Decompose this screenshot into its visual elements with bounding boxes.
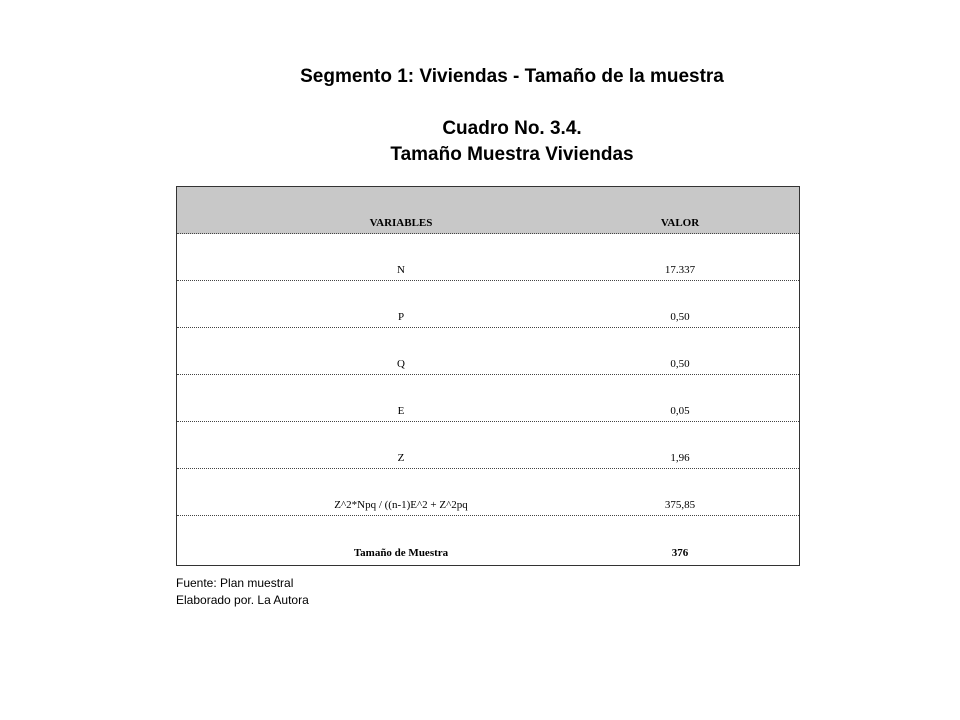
table-header-row [177,187,799,234]
value-cell: 1,96 [670,452,690,464]
table-row [177,375,799,422]
value-cell: 0,50 [670,311,690,323]
value-cell: 375,85 [664,499,696,511]
variable-cell: P [397,311,405,323]
variable-cell: E [397,405,405,417]
total-value-cell: 376 [671,547,689,559]
value-cell: 17.337 [664,264,696,276]
total-label-cell: Tamaño de Muestra [353,547,449,559]
formula-cell: Z^2*Npq / ((n-1)E^2 + Z^2pq [334,499,468,511]
cuadro-number: Cuadro No. 3.4. [442,118,582,139]
author-note: Elaborado por. La Autora [176,593,309,607]
source-note: Fuente: Plan muestral [176,576,294,590]
table-row [177,234,799,281]
segment-title: Segmento 1: Viviendas - Tamaño de la muestra [300,66,724,87]
table-row [177,281,799,328]
table-row [177,469,799,516]
value-cell: 0,05 [670,405,690,417]
table-title: Tamaño Muestra Viviendas [390,144,634,165]
sample-size-table [176,186,800,566]
variable-cell: Q [397,358,405,370]
variable-cell: Z [397,452,405,464]
table-row [177,422,799,469]
table-total-row [177,516,799,563]
variable-cell: N [397,264,405,276]
table-row [177,328,799,375]
header-variables: VARIABLES [369,217,433,229]
value-cell: 0,50 [670,358,690,370]
header-valor: VALOR [660,217,700,229]
